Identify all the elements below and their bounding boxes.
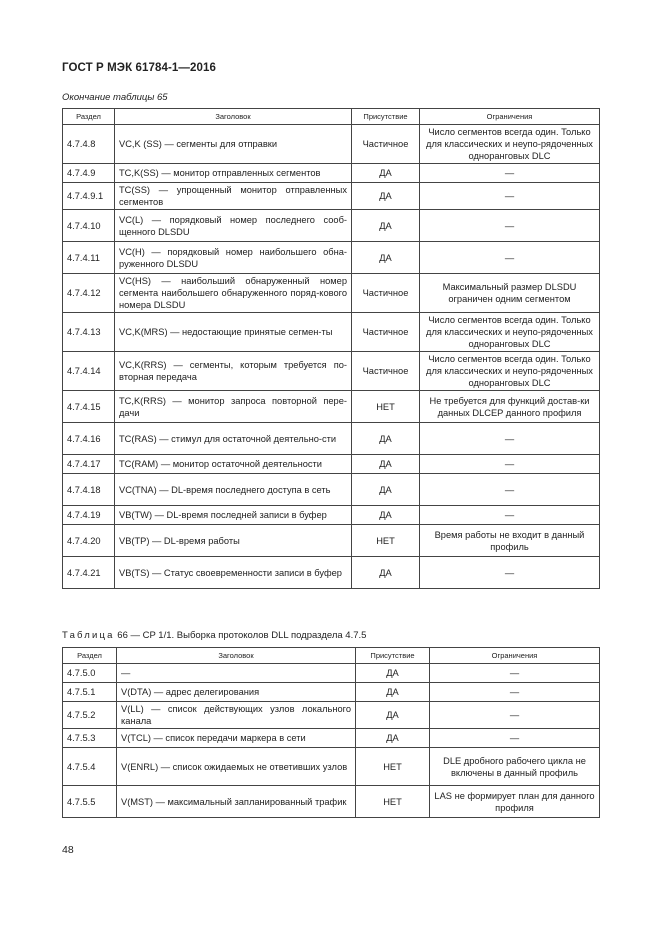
cell-section: 4.7.4.19 (63, 506, 115, 525)
table-row (63, 683, 600, 702)
cell-limits: — (420, 210, 600, 242)
table-row (63, 557, 600, 589)
cell-presence: Частичное (352, 125, 420, 164)
cell-title: VB(TP) — DL-время работы (115, 525, 352, 557)
cell-presence: НЕТ (352, 525, 420, 557)
cell-limits: Максимальный размер DLSDU ограничен одним сегментом (420, 274, 600, 313)
table-row (63, 242, 600, 274)
cell-section: 4.7.5.4 (63, 748, 117, 786)
table-row (63, 313, 600, 352)
cell-limits: — (430, 664, 600, 683)
col-header-presence: Присутствие (352, 109, 420, 125)
cell-section: 4.7.5.2 (63, 702, 117, 729)
cell-limits: Время работы не входит в данный профиль (420, 525, 600, 557)
col-header-limits: Ограничения (420, 109, 600, 125)
col-header-presence: Присутствие (356, 648, 430, 664)
cell-title: TC(SS) — упрощенный монитор отправленных сегментов (115, 183, 352, 210)
cell-presence: ДА (352, 164, 420, 183)
table-row (63, 729, 600, 748)
cell-title: V(MST) — максимальный запланированный трафик (117, 786, 356, 818)
table2-caption-text: 66 — CP 1/1. Выборка протоколов DLL подраздела 4.7.5 (117, 630, 367, 641)
table-row (63, 274, 600, 313)
cell-presence: Частичное (352, 352, 420, 391)
cell-title: VC(HS) — наибольший обнаруженный номер сегмента наибольшего обнаруженного поряд-кового номера DLSDU (115, 274, 352, 313)
cell-title: VC(L) — порядковый номер последнего сооб-щенного DLSDU (115, 210, 352, 242)
cell-title: — (117, 664, 356, 683)
cell-section: 4.7.5.1 (63, 683, 117, 702)
col-header-title: Заголовок (115, 109, 352, 125)
cell-limits: — (420, 183, 600, 210)
table1-caption: Окончание таблицы 65 (62, 92, 168, 103)
table-row (63, 164, 600, 183)
cell-presence: НЕТ (356, 786, 430, 818)
cell-presence: ДА (352, 242, 420, 274)
cell-title: TC(RAM) — монитор остаточной деятельности (115, 455, 352, 474)
table-header-row (63, 109, 600, 125)
cell-limits: — (420, 557, 600, 589)
table-row (63, 748, 600, 786)
cell-title: VC,K(RRS) — сегменты, которым требуется по-вторная передача (115, 352, 352, 391)
cell-section: 4.7.4.13 (63, 313, 115, 352)
cell-presence: ДА (352, 474, 420, 506)
cell-presence: ДА (356, 683, 430, 702)
cell-presence: ДА (352, 183, 420, 210)
cell-limits: — (430, 702, 600, 729)
cell-section: 4.7.4.15 (63, 391, 115, 423)
table-row (63, 506, 600, 525)
cell-limits: — (420, 423, 600, 455)
cell-limits: Число сегментов всегда один. Только для классических и неупо-рядоченных одноранговых DLC (420, 125, 600, 164)
cell-title: VB(TW) — DL-время последней записи в буфер (115, 506, 352, 525)
cell-section: 4.7.4.8 (63, 125, 115, 164)
cell-limits: Не требуется для функций достав-ки данных DLCEP данного профиля (420, 391, 600, 423)
cell-limits: — (420, 474, 600, 506)
table-row (63, 664, 600, 683)
table2-caption (62, 630, 366, 641)
document-header: ГОСТ Р МЭК 61784-1—2016 (62, 62, 216, 74)
cell-limits: — (430, 729, 600, 748)
cell-limits: — (420, 242, 600, 274)
col-header-limits: Ограничения (430, 648, 600, 664)
cell-presence: Частичное (352, 274, 420, 313)
cell-section: 4.7.4.18 (63, 474, 115, 506)
table-65-continued (62, 108, 600, 589)
cell-section: 4.7.4.20 (63, 525, 115, 557)
cell-presence: ДА (356, 729, 430, 748)
cell-limits: — (420, 164, 600, 183)
cell-presence: ДА (352, 506, 420, 525)
col-header-section: Раздел (63, 648, 117, 664)
cell-section: 4.7.4.9.1 (63, 183, 115, 210)
cell-section: 4.7.4.10 (63, 210, 115, 242)
cell-section: 4.7.4.14 (63, 352, 115, 391)
cell-presence: ДА (356, 702, 430, 729)
cell-title: VC,K(MRS) — недостающие принятые сегмен-ты (115, 313, 352, 352)
table2-caption-label: Таблица (62, 630, 115, 641)
cell-title: TC,K(SS) — монитор отправленных сегментов (115, 164, 352, 183)
cell-limits: — (420, 506, 600, 525)
cell-limits: Число сегментов всегда один. Только для классических и неупо-рядоченных одноранговых DLC (420, 352, 600, 391)
cell-section: 4.7.5.3 (63, 729, 117, 748)
cell-limits: Число сегментов всегда один. Только для классических и неупо-рядоченных одноранговых DLC (420, 313, 600, 352)
cell-title: TC(RAS) — стимул для остаточной деятельно-сти (115, 423, 352, 455)
table-row (63, 786, 600, 818)
table-row (63, 702, 600, 729)
table-row (63, 183, 600, 210)
table-row (63, 210, 600, 242)
cell-section: 4.7.5.0 (63, 664, 117, 683)
cell-presence: ДА (352, 423, 420, 455)
cell-title: VC(H) — порядковый номер наибольшего обна-руженного DLSDU (115, 242, 352, 274)
cell-section: 4.7.4.21 (63, 557, 115, 589)
cell-limits: — (430, 683, 600, 702)
cell-limits: — (420, 455, 600, 474)
table-row (63, 125, 600, 164)
cell-title: V(ENRL) — список ожидаемых не ответивших узлов (117, 748, 356, 786)
table-row (63, 352, 600, 391)
cell-limits: DLE дробного рабочего цикла не включены в данный профиль (430, 748, 600, 786)
cell-presence: ДА (352, 557, 420, 589)
page-number: 48 (62, 844, 74, 856)
col-header-section: Раздел (63, 109, 115, 125)
table-row (63, 391, 600, 423)
cell-title: V(DTA) — адрес делегирования (117, 683, 356, 702)
cell-title: VC,K (SS) — сегменты для отправки (115, 125, 352, 164)
cell-section: 4.7.5.5 (63, 786, 117, 818)
table-row (63, 455, 600, 474)
cell-presence: ДА (352, 455, 420, 474)
table-66 (62, 647, 600, 818)
cell-section: 4.7.4.11 (63, 242, 115, 274)
cell-section: 4.7.4.9 (63, 164, 115, 183)
cell-section: 4.7.4.16 (63, 423, 115, 455)
cell-presence: ДА (352, 210, 420, 242)
table-row (63, 423, 600, 455)
cell-title: VC(TNA) — DL-время последнего доступа в сеть (115, 474, 352, 506)
cell-title: VB(TS) — Статус своевременности записи в буфер (115, 557, 352, 589)
cell-section: 4.7.4.12 (63, 274, 115, 313)
table-row (63, 474, 600, 506)
cell-title: V(LL) — список действующих узлов локального канала (117, 702, 356, 729)
table-row (63, 525, 600, 557)
table-header-row (63, 648, 600, 664)
cell-title: TC,K(RRS) — монитор запроса повторной пере-дачи (115, 391, 352, 423)
cell-section: 4.7.4.17 (63, 455, 115, 474)
cell-title: V(TCL) — список передачи маркера в сети (117, 729, 356, 748)
cell-presence: НЕТ (356, 748, 430, 786)
cell-presence: ДА (356, 664, 430, 683)
cell-limits: LAS не формирует план для данного профиля (430, 786, 600, 818)
cell-presence: Частичное (352, 313, 420, 352)
cell-presence: НЕТ (352, 391, 420, 423)
col-header-title: Заголовок (117, 648, 356, 664)
